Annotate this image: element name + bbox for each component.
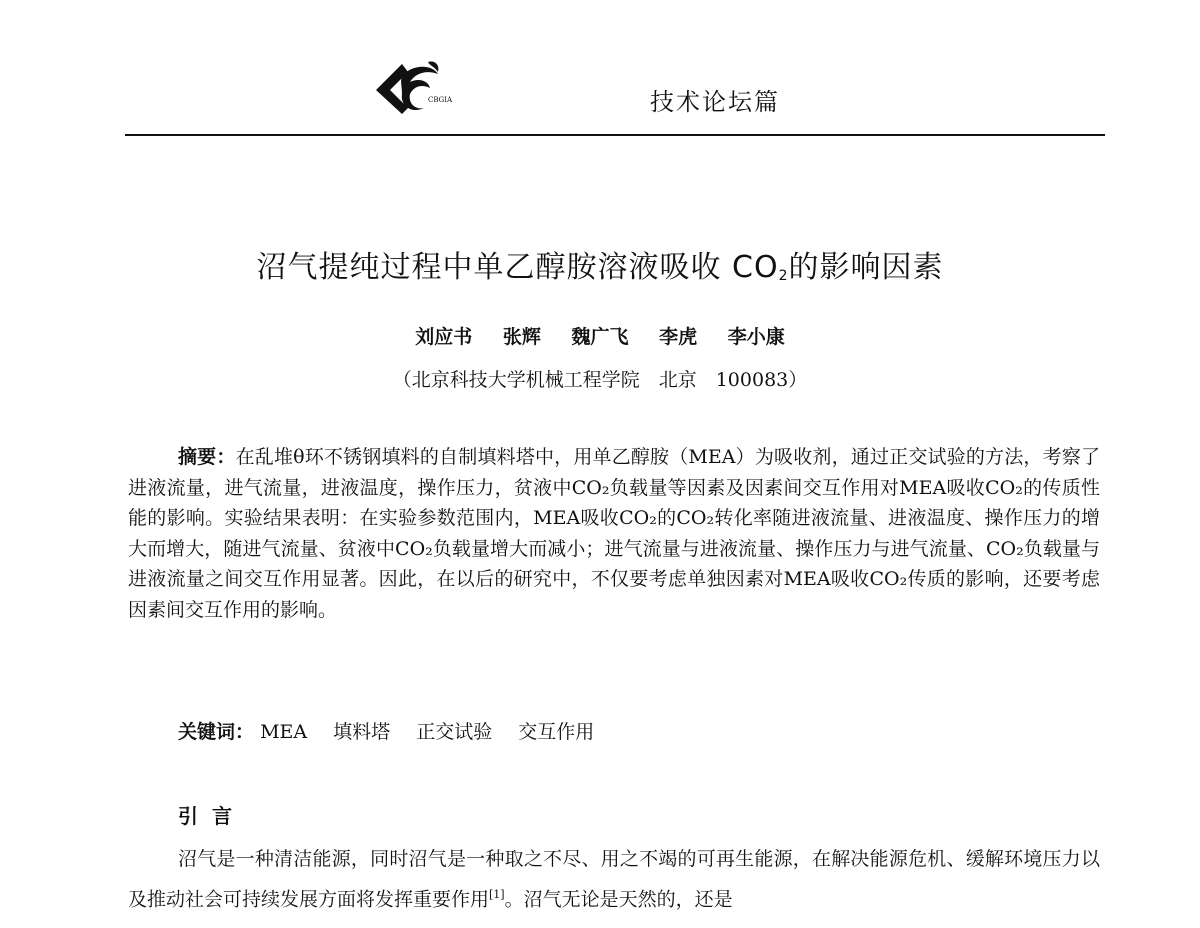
paper-title [0,242,1200,286]
page-header [0,0,1200,140]
title-tail: 的影响因素 [788,250,944,286]
keyword: MEA [260,721,308,743]
keyword: 交互作用 [518,721,595,743]
keyword: 填料塔 [333,721,391,743]
intro-heading: 引言 [178,804,246,828]
keyword: 正交试验 [416,721,493,743]
header-rule [125,134,1105,136]
title-subscript: 2 [778,268,789,285]
keywords-label: 关键词： [178,721,255,743]
author-list [0,322,1200,349]
author: 魏广飞 [571,326,629,348]
title-main: 沼气提纯过程中单乙醇胺溶液吸收 CO [256,250,779,286]
abstract-text: 在乱堆θ环不锈钢填料的自制填料塔中，用单乙醇胺（MEA）为吸收剂，通过正交试验的方法，考察了进液流量，进气流量，进液温度，操作压力，贫液中CO₂负载量等因素及因素间交互作用对MEA吸收CO₂的传质性能的影响。实验结果表明：在实验参数范围内，MEA吸收CO₂的CO₂转化率随进液流量、进液温度、操作压力的增大而增大，随进气流量、贫液中CO₂负载量增大而减小；进气流量与进液流量、操作压力与进气流量、CO₂负载量与进液流量之间交互作用显著。因此，在以后的研究中，不仅要考虑单独因素对MEA吸收CO₂传质的影响，还要考虑因素间交互作用的影响。 [128,446,1100,621]
intro-text-continued: 。沼气无论是天然的，还是 [504,888,733,911]
intro-paragraph [128,842,1100,917]
author: 张辉 [502,326,541,348]
intro-text: 沼气是一种清洁能源，同时沼气是一种取之不尽、用之不竭的可再生能源，在解决能源危机、缓解环境压力以及推动社会可持续发展方面将发挥重要作用 [128,848,1100,911]
author: 李虎 [659,326,698,348]
author: 刘应书 [415,326,473,348]
section-name: 技术论坛篇 [650,88,780,116]
affiliation: （北京科技大学机械工程学院 北京 100083） [392,369,808,391]
citation-ref: [1] [489,888,505,901]
author: 李小康 [727,326,785,348]
journal-logo-icon [372,58,464,118]
abstract-label: 摘要： [178,446,236,468]
keywords [178,717,1098,744]
logo-text: CBGIA [428,96,453,104]
abstract [128,442,1100,625]
